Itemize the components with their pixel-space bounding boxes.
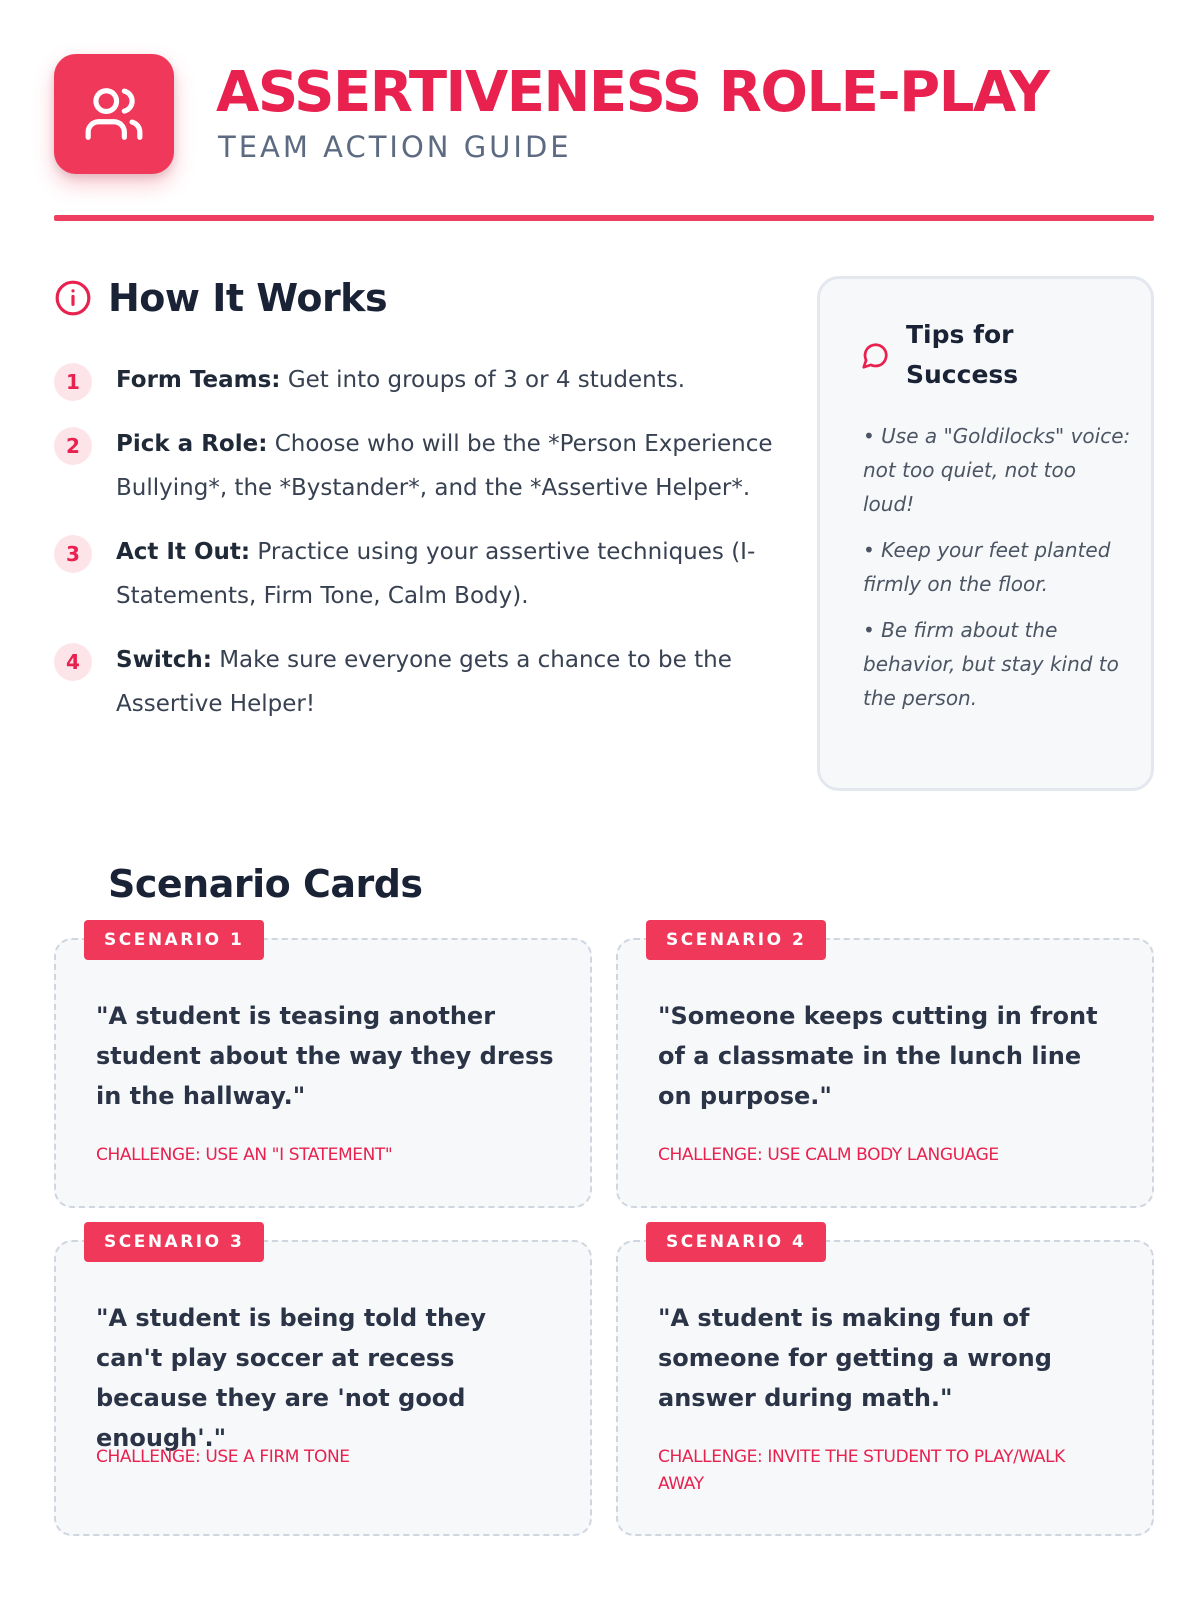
scenario-cards-title: Scenario Cards [108,862,423,906]
scenario-tag: SCENARIO 1 [84,920,264,960]
step-label: Act It Out: [116,539,251,565]
step-number: 3 [54,535,92,573]
tips-heading [860,315,1066,395]
how-it-works-section [54,276,774,717]
step-text: Make sure everyone gets a chance to be the Assertive Helper! [116,647,732,717]
scenario-card [54,1232,592,1536]
step-label: Switch: [116,647,212,673]
header-divider [54,215,1154,221]
step-text: Practice using your assertive techniques (I-Statements, Firm Tone, Calm Body). [116,539,756,609]
scenario-text: "A student is teasing another student about the way they dress in the hallway." [96,1002,554,1110]
header [54,54,1154,174]
scenario-text: "Someone keeps cutting in front of a classmate in the lunch line on purpose." [658,1002,1098,1110]
scenario-challenge: CHALLENGE: USE A FIRM TONE [96,1447,350,1467]
step-label: Pick a Role: [116,431,268,457]
step-number: 4 [54,643,92,681]
step-item [54,530,774,618]
step-item [54,422,774,510]
scenario-card [616,1232,1154,1536]
how-it-works-heading [54,276,774,320]
speech-bubble-icon [860,341,890,371]
scenario-card [54,930,592,1208]
steps-list [54,358,774,726]
tips-title: Tips for Success [906,320,1019,389]
users-icon [83,83,145,145]
page-title: ASSERTIVENESS ROLE-PLAY [216,60,1049,125]
info-icon [54,279,92,317]
step-item [54,358,774,402]
scenario-challenge: CHALLENGE: USE AN "I STATEMENT" [96,1145,393,1165]
scenario-text: "A student is being told they can't play soccer at recess because they are 'not good enough'." [96,1304,487,1452]
step-item [54,638,774,726]
scenario-tag: SCENARIO 3 [84,1222,264,1262]
how-it-works-title: How It Works [108,276,388,320]
step-text: Get into groups of 3 or 4 students. [280,367,686,393]
tip-item: • Be firm about the behavior, but stay kind to the person. [863,618,1119,710]
page-subtitle: TEAM ACTION GUIDE [218,130,572,164]
step-number: 1 [54,363,92,401]
scenario-card [616,930,1154,1208]
tip-item: • Use a "Goldilocks" voice: not too quiet, not too loud! [863,424,1131,516]
scenario-challenge: CHALLENGE: INVITE THE STUDENT TO PLAY/WALK AWAY [658,1447,1065,1494]
scenario-text: "A student is making fun of someone for getting a wrong answer during math." [658,1304,1052,1412]
step-label: Form Teams: [116,367,281,393]
step-text: Choose who will be the *Person Experience Bullying*, the *Bystander*, and the *Assertive Helper*. [116,431,773,501]
logo-badge [54,54,174,174]
scenario-challenge: CHALLENGE: USE CALM BODY LANGUAGE [658,1145,999,1165]
scenario-tag: SCENARIO 4 [646,1222,826,1262]
tips-list [863,419,1133,715]
step-number: 2 [54,427,92,465]
scenario-tag: SCENARIO 2 [646,920,826,960]
tip-item: • Keep your feet planted firmly on the floor. [863,538,1111,596]
tips-panel [817,276,1154,791]
